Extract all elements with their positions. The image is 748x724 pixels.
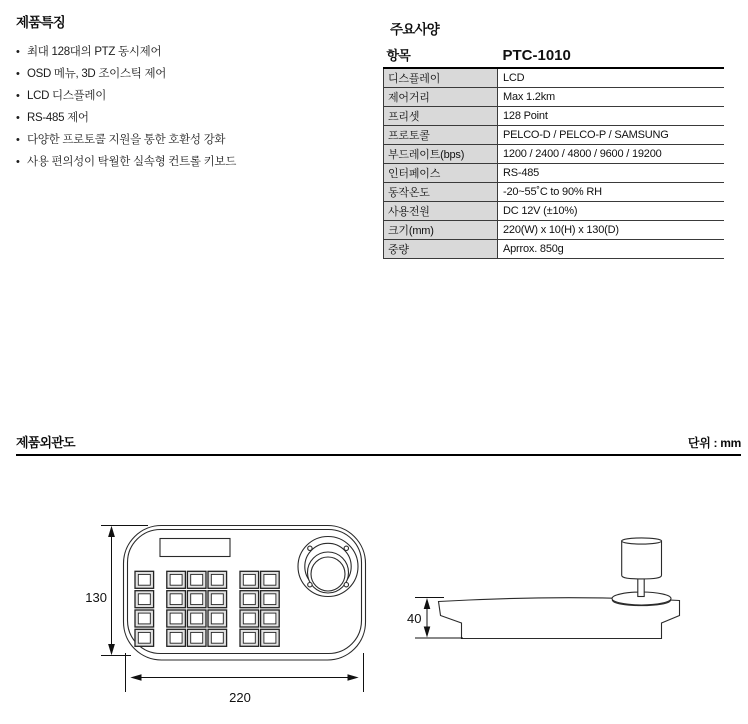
specs-header-row — [384, 44, 724, 68]
lcd-display — [160, 539, 230, 557]
feature-item: • LCD 디스플레이 — [16, 85, 366, 107]
table-row — [384, 144, 724, 163]
feature-item: • 다양한 프로토콜 지원을 통한 호환성 강화 — [16, 129, 366, 151]
spec-label: 인터페이스 — [384, 163, 498, 182]
keypad-button-cap — [243, 594, 255, 605]
keypad-button-cap — [264, 574, 276, 585]
spec-value: RS-485 — [498, 163, 724, 182]
joystick-knob — [622, 538, 662, 579]
specs-table — [383, 44, 724, 259]
outline-title: 제품외관도 — [16, 435, 75, 450]
spec-label: 제어거리 — [384, 87, 498, 106]
keypad-button-cap — [243, 574, 255, 585]
joystick-top-view — [298, 537, 358, 597]
depth-dimension-label: 130 — [85, 590, 107, 605]
spec-value: LCD — [498, 68, 724, 87]
spec-label: 부드레이트(bps) — [384, 144, 498, 163]
features-title: 제품특징 — [16, 15, 65, 30]
spec-label: 동작온도 — [384, 182, 498, 201]
table-row — [384, 182, 724, 201]
keypad-button-cap — [170, 613, 182, 624]
side-view-drawing — [395, 528, 695, 648]
keypad-button-cap — [243, 613, 255, 624]
outline-section-header — [16, 436, 741, 456]
unit-label: 단위 : mm — [687, 436, 741, 450]
features-list — [16, 41, 366, 173]
feature-item: • 사용 편의성이 탁월한 실속형 컨트롤 키보드 — [16, 151, 366, 173]
spec-value: -20~55˚C to 90% RH — [498, 182, 724, 201]
table-row — [384, 106, 724, 125]
keypad-button-cap — [264, 594, 276, 605]
spec-label: 크기(mm) — [384, 220, 498, 239]
table-row — [384, 87, 724, 106]
screw-icon — [344, 546, 348, 550]
joystick-stem — [638, 577, 644, 597]
specs-header-item: 항목 — [384, 44, 498, 68]
product-features-section — [16, 11, 366, 173]
table-row — [384, 125, 724, 144]
spec-label: 중량 — [384, 239, 498, 258]
feature-item: • OSD 메뉴, 3D 조이스틱 제어 — [16, 63, 366, 85]
keypad-button-cap — [138, 574, 150, 585]
feature-item: • RS-485 제어 — [16, 107, 366, 129]
keypad-button-cap — [243, 632, 255, 643]
width-dimension-label: 220 — [229, 690, 251, 705]
spec-label: 사용전원 — [384, 201, 498, 220]
spec-label: 프로토콜 — [384, 125, 498, 144]
screw-icon — [308, 546, 312, 550]
spec-label: 프리셋 — [384, 106, 498, 125]
table-row — [384, 239, 724, 258]
height-dimension-label: 40 — [407, 611, 422, 626]
table-row — [384, 220, 724, 239]
spec-label: 디스플레이 — [384, 68, 498, 87]
top-view-drawing — [80, 515, 392, 715]
keypad-button-cap — [170, 632, 182, 643]
keypad-button-cap — [191, 613, 203, 624]
table-row — [384, 201, 724, 220]
screw-icon — [308, 583, 312, 587]
keypad-button-cap — [264, 613, 276, 624]
spec-value: Max 1.2km — [498, 87, 724, 106]
keypad-button-cap — [170, 574, 182, 585]
table-row — [384, 68, 724, 87]
table-row — [384, 163, 724, 182]
keypad-button-cap — [138, 594, 150, 605]
keypad-button-cap — [170, 594, 182, 605]
spec-value: Aprrox. 850g — [498, 239, 724, 258]
keypad-button-cap — [138, 613, 150, 624]
spec-value: 220(W) x 10(H) x 130(D) — [498, 220, 724, 239]
spec-value: 1200 / 2400 / 4800 / 9600 / 19200 — [498, 144, 724, 163]
spec-value: 128 Point — [498, 106, 724, 125]
spec-value: DC 12V (±10%) — [498, 201, 724, 220]
keypad-button-cap — [191, 594, 203, 605]
keypad-button-cap — [211, 574, 223, 585]
keypad-button-cap — [138, 632, 150, 643]
feature-item: • 최대 128대의 PTZ 동시제어 — [16, 41, 366, 63]
specs-title: 주요사양 — [390, 22, 439, 37]
keypad-button-cap — [211, 632, 223, 643]
specs-header-model: PTC-1010 — [498, 44, 724, 68]
keypad-button-cap — [211, 594, 223, 605]
spec-value: PELCO-D / PELCO-P / SAMSUNG — [498, 125, 724, 144]
screw-icon — [344, 583, 348, 587]
width-dimension — [126, 653, 364, 705]
keypad-button-cap — [211, 613, 223, 624]
keypad-button-cap — [191, 574, 203, 585]
keypad-button-cap — [264, 632, 276, 643]
keypad-button-cap — [191, 632, 203, 643]
